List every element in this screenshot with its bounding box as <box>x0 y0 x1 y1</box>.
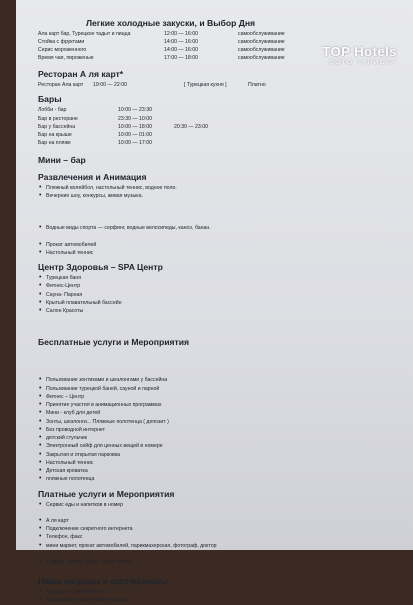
bar-name: Бар в ресторане <box>38 115 78 122</box>
row-time: 14:00 — 16:00 <box>164 39 199 46</box>
watermark-subtitle: ФОТО ТУРИСТА <box>328 59 397 66</box>
restaurant-row <box>38 81 402 89</box>
list-item: • Награда «Голубой флаг» <box>38 588 402 596</box>
list-item: • Детская кроватка <box>38 467 402 475</box>
paid-services-heading: Платные услуги и Мероприятия <box>38 488 175 499</box>
row-time: 12:00 — 16:00 <box>164 31 199 37</box>
awards-heading: Наши награды и сертификаты <box>38 576 168 587</box>
schedule-row <box>38 46 402 54</box>
row-name: Время чая, пироженые <box>38 55 94 62</box>
spa-list <box>38 274 402 315</box>
bar-row <box>38 123 402 131</box>
bars-heading: Бары <box>38 94 62 105</box>
restaurant-name: Ресторан Ала карт <box>38 82 84 89</box>
list-item: • Принятие участия в анимационных программах <box>38 401 402 409</box>
list-item: • Фитнес – Центр <box>38 393 402 401</box>
list-item: • Подключение секретного интернета <box>38 525 402 533</box>
row-type: самообслуживание <box>238 55 285 62</box>
bar-time: 10:00 — 18:00 <box>118 123 153 130</box>
bar-name: Бар на крыше <box>38 131 72 138</box>
entertainment-heading: Развлечения и Анимация <box>38 171 147 182</box>
restaurant-time: 19:00 — 22:00 <box>93 82 128 89</box>
list-item: • Салон Красоты <box>38 307 402 315</box>
bar-time-evening: 20:30 — 23:00 <box>174 123 209 130</box>
list-item: • Электронный сейф для ценных вещей в номере <box>38 442 402 450</box>
list-item: • Прокат автомобилей <box>38 241 402 249</box>
list-item: • Фитнес-Центр <box>38 282 402 290</box>
entertainment-list <box>38 184 402 257</box>
list-item: • Крытый плавательный бассейн <box>38 299 402 307</box>
list-item: • Пользование турецкой баней, сауной и парной <box>38 385 402 393</box>
spa-heading: Центр Здоровья – SPA Центр <box>38 262 163 273</box>
top-heading: Легкие холодные закуски, и Выбор Дня <box>86 18 256 28</box>
list-item: • Мини - клуб для детей <box>38 409 402 417</box>
list-item: • Телефон, факс <box>38 533 402 541</box>
watermark-logo: TOP Hotels <box>322 44 397 59</box>
bar-name: Бар на пляже <box>38 139 71 146</box>
bar-time: 10:00 — 23:30 <box>118 107 153 114</box>
restaurant-price: Платно <box>248 82 266 89</box>
row-name: Серис мороженного <box>38 47 87 54</box>
list-item: • Сертификат устойчивого туризма <box>38 596 402 604</box>
bar-time: 10:00 — 17:00 <box>118 139 153 146</box>
minibar-heading: Мини – бар <box>38 154 86 165</box>
bar-row <box>38 106 402 114</box>
bar-row <box>38 139 402 147</box>
list-item: • Стирка, глажка белья, сухая чистка <box>38 558 402 566</box>
document-content <box>38 2 402 605</box>
list-item: • детский стульчик <box>38 434 402 442</box>
awards-list <box>38 588 402 605</box>
free-services-heading: Бесплатные услуги и Мероприятия <box>38 337 190 348</box>
list-item: • Настольный теннис <box>38 459 402 467</box>
row-type: самообслуживание <box>238 39 285 46</box>
restaurant-cuisine: [ Турецкая кухня ] <box>184 82 227 89</box>
bars-schedule <box>38 106 402 146</box>
row-name: Стойка с фруктами <box>38 39 85 46</box>
row-time: 14:00 — 16:00 <box>164 47 199 54</box>
bar-row <box>38 115 402 123</box>
free-services-list <box>38 376 402 483</box>
list-item: • Пользование зонтиками и шезлонгами у бассейна <box>38 376 402 384</box>
bar-time: 10:00 — 01:00 <box>118 131 153 138</box>
paper-sheet <box>16 0 413 604</box>
list-item: • Вечерние шоу, конкурсы, живая музыка. <box>38 192 402 200</box>
list-item: • Турецкая баня <box>38 274 402 282</box>
top-schedule <box>38 30 402 62</box>
list-item: • Водные виды спорта — серфинг, водные велосипеды, каноэ, банан. <box>38 224 402 232</box>
bar-name: Лобби - бар <box>38 107 67 114</box>
list-item: • Зонты, шезлонги... Пляжные полотенца ( депозит ) <box>38 418 402 426</box>
row-time: 17:00 — 18:00 <box>164 55 199 62</box>
list-item: • Сервис еды и напитков в номер <box>38 501 402 509</box>
restaurant-heading: Ресторан А ля карт* <box>38 69 124 80</box>
list-item: • А ля карт <box>38 517 402 525</box>
list-item: • пляжные полотенца <box>38 475 402 483</box>
row-name: Ала карт бар, Турецкое тадыт и пицца <box>38 31 131 37</box>
list-item: • Без проводной интернет <box>38 426 402 434</box>
row-type: самообслуживание <box>238 31 285 37</box>
paid-services-list <box>38 501 402 567</box>
schedule-row <box>38 38 402 46</box>
list-item: • Пляжный волейбол, настольный теннис, водное поло. <box>38 184 402 192</box>
list-item: • мини маркет, прокат автомобилей, парикмахерская, фотограф, доктор <box>38 542 402 550</box>
row-type: самообслуживание <box>238 47 285 54</box>
bar-time: 23:30 — 10:00 <box>118 115 153 122</box>
list-item: • Настольный теннис <box>38 249 402 257</box>
schedule-row <box>38 54 402 62</box>
bar-row <box>38 131 402 139</box>
list-item: • Сауна- Парная <box>38 291 402 299</box>
bar-name: Бар у бассейна <box>38 123 76 130</box>
schedule-row <box>38 30 402 38</box>
list-item: • Закрытая и открытая парковка <box>38 451 402 459</box>
